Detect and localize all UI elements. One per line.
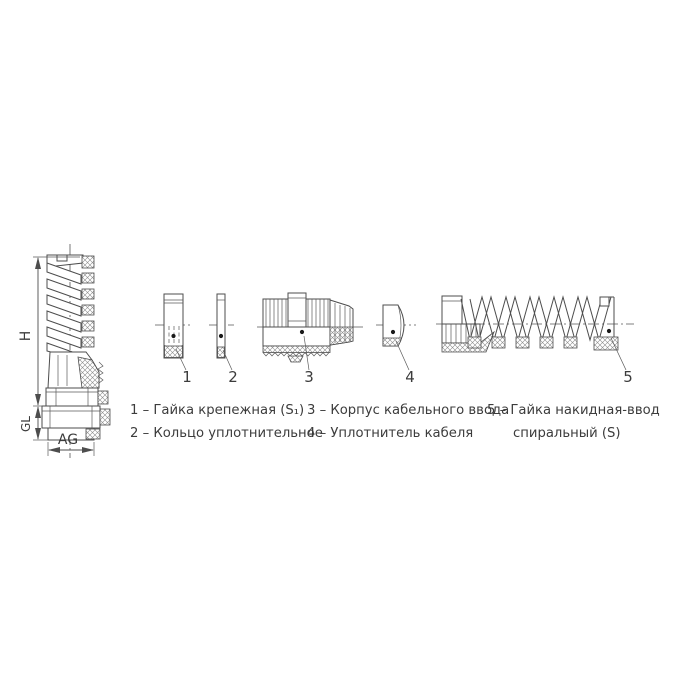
legend-item-1: 1 – Гайка крепежная (S₁) bbox=[130, 403, 305, 418]
spiral-section-hatch bbox=[82, 256, 94, 268]
leader-line-2 bbox=[223, 350, 232, 370]
dim-ag-label: AG bbox=[57, 432, 79, 448]
callout-number-5: 5 bbox=[623, 368, 633, 386]
dim-gl-label: GL bbox=[19, 416, 33, 432]
leader-line-4 bbox=[396, 341, 409, 370]
section-dot bbox=[219, 334, 223, 338]
assembled-view bbox=[18, 244, 110, 458]
section-dot bbox=[300, 330, 304, 334]
legend-item-5-line2: спиральный (S) bbox=[513, 426, 621, 441]
legend-item-4: 4 – Уплотнитель кабеля bbox=[307, 426, 474, 441]
legend bbox=[130, 402, 660, 441]
spiral-protector-vertical bbox=[47, 255, 94, 360]
spiral-end-notch bbox=[600, 297, 609, 306]
spiral-section-feet bbox=[82, 273, 94, 347]
part-5-spiral-nut bbox=[436, 296, 634, 386]
callout-number-1: 1 bbox=[182, 368, 192, 386]
leader-line-5 bbox=[611, 338, 626, 370]
part-2-sealing-ring bbox=[209, 294, 238, 386]
thread-profile-edge bbox=[263, 353, 329, 357]
part-1-mounting-nut bbox=[155, 294, 193, 386]
funnel-hatch bbox=[78, 357, 99, 388]
dim-h-label: H bbox=[18, 330, 34, 342]
nut-cap bbox=[442, 296, 462, 324]
legend-item-2: 2 – Кольцо уплотнительное bbox=[130, 426, 323, 441]
section-dot bbox=[171, 334, 175, 338]
legend-item-3: 3 – Корпус кабельного ввода bbox=[307, 403, 510, 418]
callout-number-4: 4 bbox=[405, 368, 415, 386]
part-3-body-lower bbox=[263, 327, 330, 346]
part-3-gland-body bbox=[257, 293, 366, 386]
callout-number-3: 3 bbox=[304, 368, 314, 386]
legend-item-5-line1: 5 – Гайка накидная-ввод bbox=[487, 403, 660, 418]
mounting-nut-assembled bbox=[42, 406, 100, 428]
callout-number-2: 2 bbox=[228, 368, 238, 386]
hex-section bbox=[46, 388, 98, 406]
part-4-cable-seal bbox=[376, 305, 416, 386]
gland-body-assembled bbox=[42, 352, 110, 440]
section-dot bbox=[391, 330, 395, 334]
section-dot bbox=[607, 329, 611, 333]
